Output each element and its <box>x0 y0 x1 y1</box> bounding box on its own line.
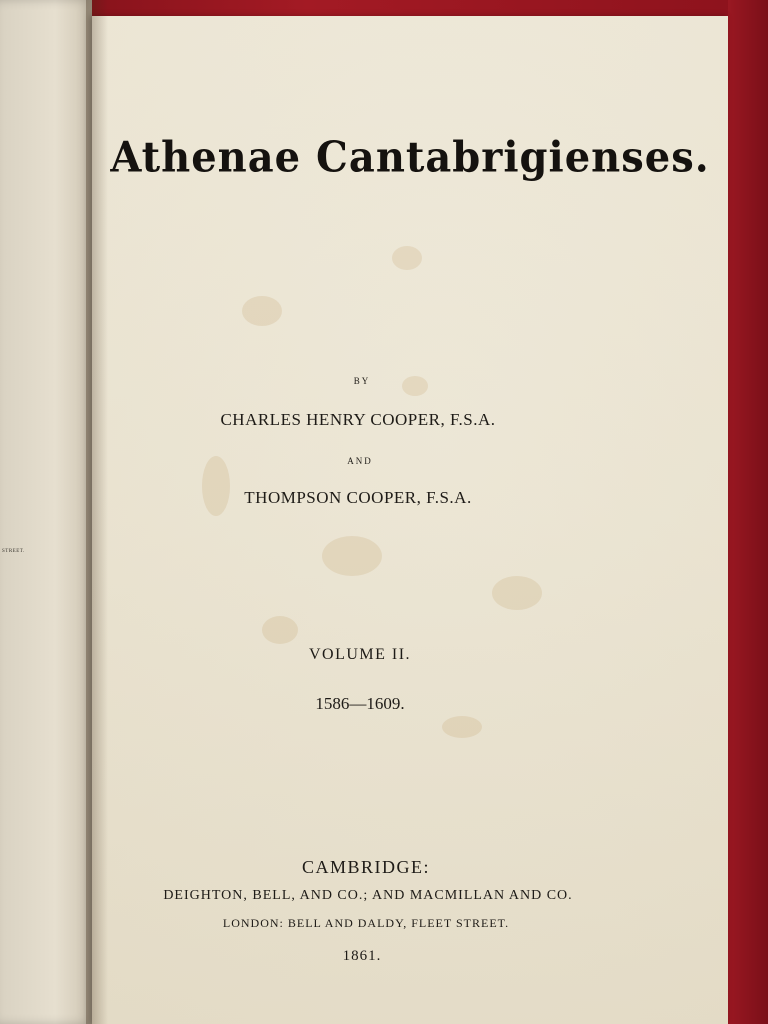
offset-print-text: STREET. <box>2 549 25 554</box>
imprint-city: CAMBRIDGE: <box>301 857 430 877</box>
title-page-text <box>92 16 728 1024</box>
author-1: CHARLES HENRY COOPER, F.S.A. <box>220 410 496 429</box>
book-title: Athenae Cantabrigienses. <box>110 132 710 183</box>
author-2: THOMPSON COOPER, F.S.A. <box>244 488 472 507</box>
and-label: AND <box>347 456 373 466</box>
volume-label: VOLUME II. <box>308 646 412 663</box>
gutter-shadow <box>86 0 108 1024</box>
publication-year: 1861. <box>342 948 382 964</box>
binding-edge <box>728 0 768 1024</box>
imprint-publisher: DEIGHTON, BELL, AND CO.; AND MACMILLAN AND CO. <box>163 888 573 903</box>
imprint-london: LONDON: BELL AND DALDY, FLEET STREET. <box>222 916 510 930</box>
title-page <box>92 16 728 1024</box>
by-label: BY <box>353 376 371 386</box>
years-range: 1586—1609. <box>315 694 405 713</box>
